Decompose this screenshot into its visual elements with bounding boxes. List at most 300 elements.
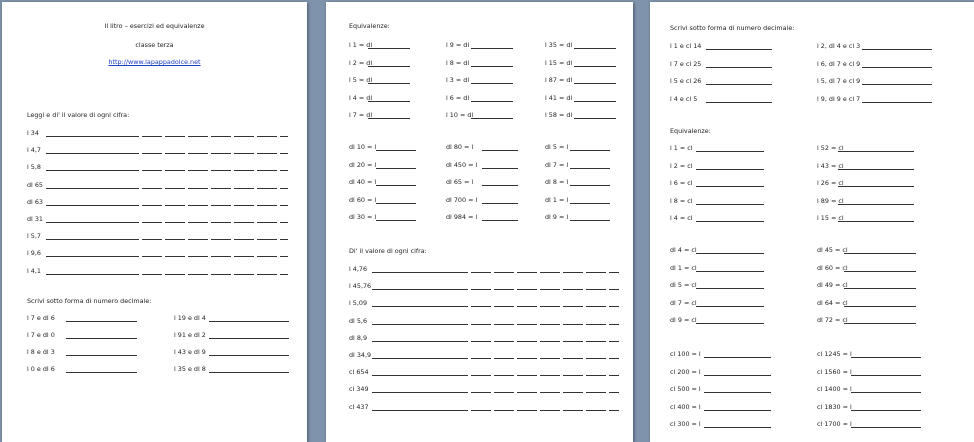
answer-blank[interactable] [165, 222, 185, 223]
answer-blank[interactable] [574, 48, 616, 49]
exercise-label: l 5,8 [27, 163, 41, 172]
answer-blank[interactable] [234, 188, 254, 189]
answer-blank[interactable] [540, 272, 560, 273]
exercise-label: cl 1245 = l [817, 350, 852, 358]
answer-blank[interactable] [46, 170, 139, 171]
answer-blank[interactable] [586, 272, 606, 273]
answer-blank[interactable] [704, 375, 771, 376]
answer-blank[interactable] [471, 341, 491, 342]
answer-blank[interactable] [696, 151, 764, 152]
answer-blank[interactable] [563, 289, 583, 290]
answer-blank[interactable] [540, 392, 560, 393]
answer-blank[interactable] [372, 272, 468, 273]
answer-blank[interactable] [280, 222, 288, 223]
exercise-label: l 1 = cl [670, 144, 693, 152]
answer-blank[interactable] [838, 169, 914, 170]
answer-blank[interactable] [862, 102, 932, 103]
answer-blank[interactable] [471, 272, 491, 273]
answer-blank[interactable] [696, 186, 764, 187]
answer-blank[interactable] [471, 289, 491, 290]
answer-blank[interactable] [540, 306, 560, 307]
answer-blank[interactable] [142, 222, 162, 223]
answer-blank[interactable] [46, 274, 139, 275]
exercise-label: l 45,76 [349, 282, 372, 291]
answer-blank[interactable] [609, 410, 619, 411]
exercise-label: l 4,1 [27, 266, 41, 275]
answer-blank[interactable] [609, 392, 619, 393]
answer-blank[interactable] [66, 355, 137, 356]
answer-blank[interactable] [570, 150, 610, 151]
answer-blank[interactable] [851, 392, 921, 393]
answer-blank[interactable] [494, 324, 514, 325]
exercise-label: dl 9 = cl [670, 316, 697, 324]
exercise-label: cl 100 = l [670, 350, 701, 358]
answer-blank[interactable] [851, 427, 921, 428]
answer-blank[interactable] [494, 375, 514, 376]
exercise-label: l 19 e dl 4 [174, 314, 206, 322]
answer-blank[interactable] [471, 118, 513, 119]
exercise-label: dl 9 = l [545, 213, 569, 221]
answer-blank[interactable] [494, 392, 514, 393]
answer-blank[interactable] [494, 410, 514, 411]
exercise-label: dl 8,9 [349, 333, 368, 342]
answer-blank[interactable] [376, 150, 416, 151]
answer-blank[interactable] [570, 203, 610, 204]
answer-blank[interactable] [838, 151, 914, 152]
answer-blank[interactable] [563, 341, 583, 342]
answer-blank[interactable] [609, 289, 619, 290]
answer-blank[interactable] [482, 185, 518, 186]
answer-blank[interactable] [838, 186, 914, 187]
answer-blank[interactable] [517, 375, 537, 376]
answer-blank[interactable] [372, 306, 468, 307]
exercise-label: cl 400 = l [670, 402, 701, 411]
exercise-label: dl 20 = l [349, 160, 377, 169]
answer-blank[interactable] [234, 256, 254, 257]
answer-blank[interactable] [142, 153, 162, 154]
answer-blank[interactable] [471, 83, 513, 84]
answer-blank[interactable] [188, 274, 208, 275]
answer-blank[interactable] [188, 256, 208, 257]
answer-blank[interactable] [46, 136, 139, 137]
answer-blank[interactable] [586, 289, 606, 290]
answer-blank[interactable] [586, 392, 606, 393]
answer-blank[interactable] [280, 188, 288, 189]
answer-blank[interactable] [540, 358, 560, 359]
answer-blank[interactable] [494, 272, 514, 273]
answer-blank[interactable] [540, 324, 560, 325]
exercise-label: l 52 = cl [817, 144, 844, 152]
answer-blank[interactable] [368, 48, 410, 49]
exercise-label: l 9, dl 9 e cl 7 [817, 94, 861, 103]
answer-blank[interactable] [165, 256, 185, 257]
exercise-label: l 2, dl 4 e cl 3 [817, 42, 861, 50]
exercise-label: l 8 e dl 3 [27, 348, 55, 356]
answer-blank[interactable] [706, 84, 772, 85]
answer-blank[interactable] [704, 410, 771, 411]
answer-blank[interactable] [376, 203, 416, 204]
exercise-label: dl 60 = l [349, 195, 377, 204]
exercise-label: l 7 e dl 6 [27, 314, 55, 322]
page-subtitle: classe terza [135, 41, 174, 49]
answer-blank[interactable] [482, 150, 518, 151]
answer-blank[interactable] [372, 375, 468, 376]
answer-blank[interactable] [494, 289, 514, 290]
answer-blank[interactable] [704, 357, 771, 358]
answer-blank[interactable] [211, 274, 231, 275]
answer-blank[interactable] [46, 256, 139, 257]
answer-blank[interactable] [211, 136, 231, 137]
answer-blank[interactable] [540, 410, 560, 411]
answer-blank[interactable] [844, 323, 916, 324]
answer-blank[interactable] [517, 306, 537, 307]
answer-blank[interactable] [257, 205, 277, 206]
answer-blank[interactable] [517, 341, 537, 342]
answer-blank[interactable] [66, 372, 137, 373]
exercise-label: l 5,7 [27, 232, 41, 241]
exercise-label: l 10 = dl [446, 111, 474, 119]
answer-blank[interactable] [165, 188, 185, 189]
answer-blank[interactable] [574, 118, 616, 119]
answer-blank[interactable] [142, 256, 162, 257]
section-heading-read-values: Leggi e di' il valore di ogni cifra: [27, 111, 130, 119]
answer-blank[interactable] [844, 306, 916, 307]
answer-blank[interactable] [609, 341, 619, 342]
answer-blank[interactable] [165, 239, 185, 240]
answer-blank[interactable] [609, 272, 619, 273]
exercise-label: dl 5,6 [349, 316, 368, 325]
answer-blank[interactable] [696, 288, 764, 289]
answer-blank[interactable] [706, 102, 772, 103]
answer-blank[interactable] [471, 375, 491, 376]
exercise-label: l 5 = dl [349, 76, 373, 84]
website-link[interactable]: http://www.lapappadolce.net [108, 58, 201, 66]
answer-blank[interactable] [209, 372, 289, 373]
answer-blank[interactable] [838, 204, 914, 205]
answer-blank[interactable] [372, 392, 468, 393]
answer-blank[interactable] [494, 306, 514, 307]
exercise-label: l 5 e cl 26 [670, 77, 702, 85]
exercise-label: dl 49 = cl [817, 281, 848, 289]
answer-blank[interactable] [188, 222, 208, 223]
answer-blank[interactable] [372, 358, 468, 359]
answer-blank[interactable] [862, 67, 932, 68]
answer-blank[interactable] [280, 170, 288, 171]
answer-blank[interactable] [482, 220, 518, 221]
section-heading-digit-value: Di' il valore di ogni cifra: [349, 247, 427, 255]
answer-blank[interactable] [563, 375, 583, 376]
answer-blank[interactable] [142, 239, 162, 240]
answer-blank[interactable] [234, 274, 254, 275]
exercise-label: l 43 e dl 9 [174, 348, 206, 356]
exercise-label: l 5,09 [349, 299, 368, 308]
exercise-label: dl 4 = cl [670, 246, 697, 254]
answer-blank[interactable] [46, 188, 139, 189]
exercise-label: l 9,6 [27, 249, 41, 258]
answer-blank[interactable] [609, 375, 619, 376]
answer-blank[interactable] [609, 358, 619, 359]
answer-blank[interactable] [706, 67, 772, 68]
answer-blank[interactable] [211, 205, 231, 206]
answer-blank[interactable] [517, 358, 537, 359]
answer-blank[interactable] [586, 306, 606, 307]
answer-blank[interactable] [844, 253, 916, 254]
answer-blank[interactable] [46, 205, 139, 206]
answer-blank[interactable] [66, 321, 137, 322]
answer-blank[interactable] [376, 185, 416, 186]
answer-blank[interactable] [372, 324, 468, 325]
answer-blank[interactable] [211, 222, 231, 223]
answer-blank[interactable] [704, 392, 771, 393]
answer-blank[interactable] [368, 83, 410, 84]
answer-blank[interactable] [211, 256, 231, 257]
answer-blank[interactable] [696, 169, 764, 170]
answer-blank[interactable] [257, 136, 277, 137]
exercise-label: l 43 = cl [817, 161, 844, 170]
answer-blank[interactable] [372, 289, 468, 290]
answer-blank[interactable] [563, 306, 583, 307]
exercise-label: dl 60 = cl [817, 263, 848, 272]
exercise-label: l 34 [27, 129, 39, 137]
answer-blank[interactable] [368, 118, 410, 119]
exercise-label: l 2 = dl [349, 58, 373, 67]
exercise-label: dl 45 = cl [817, 246, 848, 254]
page-3 [650, 2, 974, 442]
answer-blank[interactable] [570, 220, 610, 221]
answer-blank[interactable] [844, 288, 916, 289]
answer-blank[interactable] [257, 274, 277, 275]
exercise-label: l 35 e dl 8 [174, 365, 206, 373]
answer-blank[interactable] [165, 205, 185, 206]
answer-blank[interactable] [165, 153, 185, 154]
answer-blank[interactable] [517, 324, 537, 325]
answer-blank[interactable] [540, 375, 560, 376]
answer-blank[interactable] [46, 153, 139, 154]
answer-blank[interactable] [609, 306, 619, 307]
answer-blank[interactable] [570, 168, 610, 169]
answer-blank[interactable] [471, 48, 513, 49]
answer-blank[interactable] [234, 136, 254, 137]
exercise-label: l 4,76 [349, 265, 368, 273]
answer-blank[interactable] [165, 170, 185, 171]
answer-blank[interactable] [188, 170, 208, 171]
answer-blank[interactable] [188, 153, 208, 154]
answer-blank[interactable] [844, 271, 916, 272]
answer-blank[interactable] [376, 168, 416, 169]
answer-blank[interactable] [517, 410, 537, 411]
answer-blank[interactable] [257, 222, 277, 223]
answer-blank[interactable] [471, 358, 491, 359]
answer-blank[interactable] [862, 49, 932, 50]
answer-blank[interactable] [211, 239, 231, 240]
answer-blank[interactable] [188, 188, 208, 189]
answer-blank[interactable] [471, 306, 491, 307]
answer-blank[interactable] [851, 357, 921, 358]
answer-blank[interactable] [851, 375, 921, 376]
answer-blank[interactable] [234, 239, 254, 240]
answer-blank[interactable] [540, 289, 560, 290]
answer-blank[interactable] [234, 153, 254, 154]
answer-blank[interactable] [372, 410, 468, 411]
exercise-label: l 58 = dl [545, 111, 573, 119]
answer-blank[interactable] [142, 205, 162, 206]
answer-blank[interactable] [851, 410, 921, 411]
answer-blank[interactable] [570, 185, 610, 186]
answer-blank[interactable] [517, 392, 537, 393]
answer-blank[interactable] [165, 274, 185, 275]
exercise-label: dl 5 = cl [670, 281, 697, 289]
exercise-label: l 89 = cl [817, 196, 844, 205]
exercise-label: l 4 = cl [670, 214, 693, 222]
exercise-label: l 0 e dl 6 [27, 365, 55, 373]
answer-blank[interactable] [696, 204, 764, 205]
answer-blank[interactable] [574, 66, 616, 67]
answer-blank[interactable] [188, 239, 208, 240]
answer-blank[interactable] [586, 410, 606, 411]
answer-blank[interactable] [862, 84, 932, 85]
answer-blank[interactable] [209, 321, 289, 322]
answer-blank[interactable] [368, 101, 410, 102]
answer-blank[interactable] [257, 256, 277, 257]
answer-blank[interactable] [696, 323, 764, 324]
exercise-label: dl 700 = l [446, 195, 478, 204]
answer-blank[interactable] [211, 188, 231, 189]
exercise-label: cl 437 [349, 402, 369, 411]
exercise-label: dl 65 = l [446, 178, 474, 186]
exercise-label: l 4,7 [27, 146, 41, 155]
exercise-label: dl 1 = l [545, 195, 569, 204]
answer-blank[interactable] [471, 324, 491, 325]
answer-blank[interactable] [471, 101, 513, 102]
answer-blank[interactable] [838, 221, 914, 222]
exercise-label: cl 349 [349, 385, 369, 394]
exercise-label: l 35 = dl [545, 41, 573, 49]
answer-blank[interactable] [46, 222, 139, 223]
section-heading-equivalences: Equivalenze: [670, 127, 711, 135]
answer-blank[interactable] [563, 324, 583, 325]
answer-blank[interactable] [188, 205, 208, 206]
exercise-label: l 15 = cl [817, 214, 844, 222]
answer-blank[interactable] [376, 220, 416, 221]
exercise-label: l 7 = dl [349, 111, 373, 119]
answer-blank[interactable] [482, 168, 518, 169]
answer-blank[interactable] [586, 375, 606, 376]
answer-blank[interactable] [574, 83, 616, 84]
answer-blank[interactable] [257, 239, 277, 240]
answer-blank[interactable] [280, 256, 288, 257]
exercise-label: dl 72 = cl [817, 316, 848, 324]
answer-blank[interactable] [494, 341, 514, 342]
answer-blank[interactable] [234, 170, 254, 171]
section-heading-decimal: Scrivi sotto forma di numero decimale: [670, 24, 795, 32]
answer-blank[interactable] [257, 188, 277, 189]
answer-blank[interactable] [609, 324, 619, 325]
answer-blank[interactable] [494, 358, 514, 359]
exercise-label: cl 200 = l [670, 367, 701, 376]
answer-blank[interactable] [372, 341, 468, 342]
exercise-label: dl 34,9 [349, 351, 372, 359]
exercise-label: l 26 = cl [817, 179, 844, 187]
answer-blank[interactable] [280, 239, 288, 240]
answer-blank[interactable] [66, 338, 137, 339]
answer-blank[interactable] [165, 136, 185, 137]
answer-blank[interactable] [211, 170, 231, 171]
exercise-label: cl 500 = l [670, 385, 701, 393]
answer-blank[interactable] [482, 203, 518, 204]
answer-blank[interactable] [586, 341, 606, 342]
answer-blank[interactable] [368, 66, 410, 67]
answer-blank[interactable] [280, 274, 288, 275]
answer-blank[interactable] [517, 272, 537, 273]
answer-blank[interactable] [257, 170, 277, 171]
exercise-label: dl 984 = l [446, 213, 478, 221]
answer-blank[interactable] [471, 392, 491, 393]
answer-blank[interactable] [471, 66, 513, 67]
answer-blank[interactable] [142, 170, 162, 171]
answer-blank[interactable] [234, 222, 254, 223]
exercise-label: cl 1560 = l [817, 367, 852, 376]
exercise-label: dl 5 = l [545, 143, 569, 151]
exercise-label: dl 30 = l [349, 213, 377, 221]
exercise-label: dl 65 [27, 180, 43, 189]
answer-blank[interactable] [46, 239, 139, 240]
answer-blank[interactable] [280, 136, 288, 137]
answer-blank[interactable] [696, 221, 764, 222]
answer-blank[interactable] [586, 324, 606, 325]
answer-blank[interactable] [574, 101, 616, 102]
exercise-label: l 7 e dl 0 [27, 331, 55, 339]
exercise-label: dl 10 = l [349, 143, 377, 151]
answer-blank[interactable] [142, 274, 162, 275]
answer-blank[interactable] [209, 355, 289, 356]
exercise-label: cl 300 = l [670, 420, 701, 428]
answer-blank[interactable] [280, 153, 288, 154]
answer-blank[interactable] [696, 271, 764, 272]
answer-blank[interactable] [706, 49, 772, 50]
answer-blank[interactable] [696, 306, 764, 307]
exercise-label: dl 40 = l [349, 178, 377, 186]
answer-blank[interactable] [471, 410, 491, 411]
exercise-label: dl 80 = l [446, 143, 474, 151]
section-heading-decimal: Scrivi sotto forma di numero decimale: [27, 297, 152, 305]
answer-blank[interactable] [257, 153, 277, 154]
exercise-label: l 6 = cl [670, 179, 693, 187]
answer-blank[interactable] [563, 392, 583, 393]
answer-blank[interactable] [563, 358, 583, 359]
answer-blank[interactable] [586, 358, 606, 359]
answer-blank[interactable] [209, 338, 289, 339]
exercise-label: dl 450 = l [446, 160, 478, 169]
answer-blank[interactable] [540, 341, 560, 342]
exercise-label: l 15 = dl [545, 58, 573, 67]
answer-blank[interactable] [704, 427, 771, 428]
exercise-label: dl 7 = l [545, 160, 569, 169]
answer-blank[interactable] [211, 153, 231, 154]
page-2 [326, 2, 633, 442]
answer-blank[interactable] [517, 289, 537, 290]
exercise-label: dl 7 = cl [670, 298, 697, 307]
exercise-label: l 91 e dl 2 [174, 331, 206, 339]
answer-blank[interactable] [234, 205, 254, 206]
answer-blank[interactable] [563, 410, 583, 411]
answer-blank[interactable] [280, 205, 288, 206]
answer-blank[interactable] [563, 272, 583, 273]
answer-blank[interactable] [142, 136, 162, 137]
answer-blank[interactable] [188, 136, 208, 137]
answer-blank[interactable] [142, 188, 162, 189]
exercise-label: cl 1700 = l [817, 420, 852, 428]
answer-blank[interactable] [696, 253, 764, 254]
